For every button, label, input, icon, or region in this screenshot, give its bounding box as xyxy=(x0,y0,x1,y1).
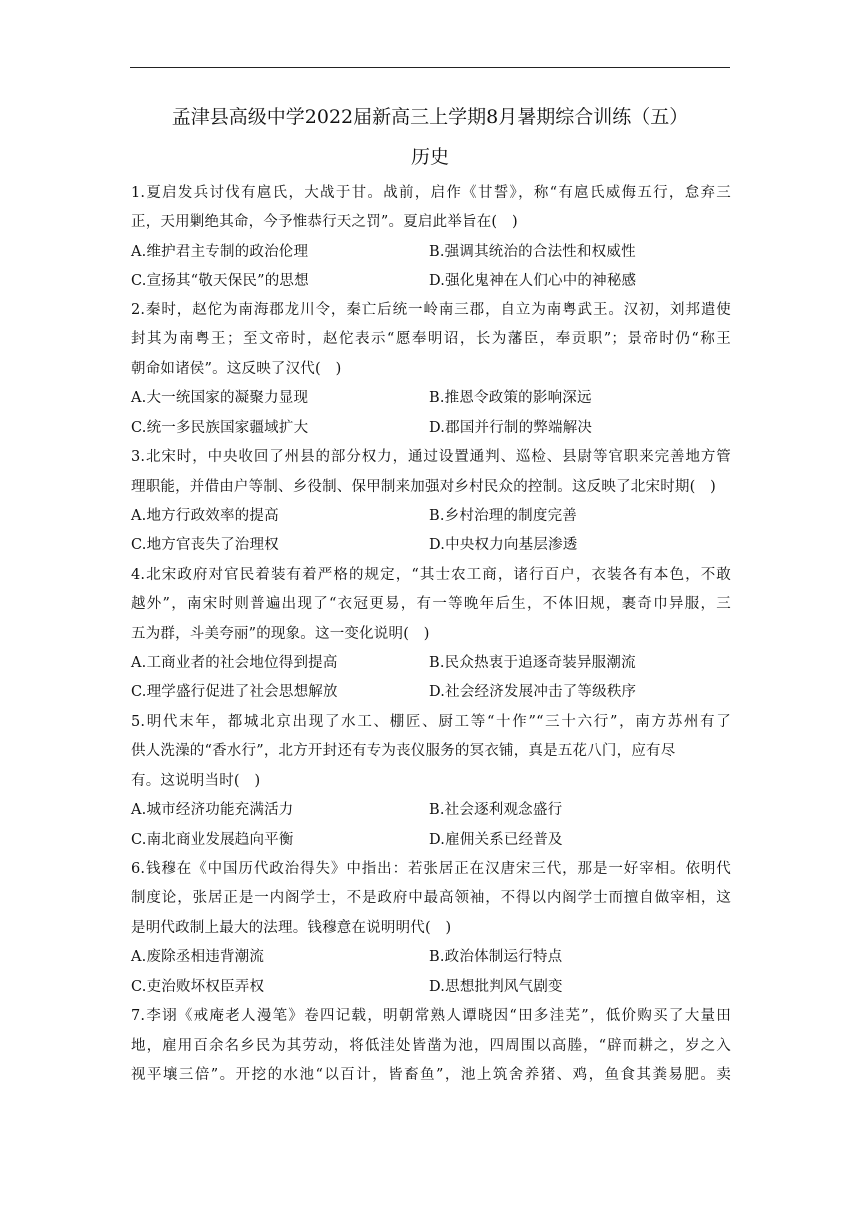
question-2-option-b: B.推恩令政策的影响深远 xyxy=(429,390,592,406)
question-3-option-c: C.地方官丧失了治理权 xyxy=(131,537,279,553)
question-4-text-line: 越外”，南宋时则普遍出现了“衣冠更易，有一等晚年后生，不体旧规，裹奇巾异服，三 xyxy=(131,596,731,612)
question-1-option-c: C.宣扬其“敬天保民”的思想 xyxy=(131,273,309,289)
question-4-option-c: C.理学盛行促进了社会思想解放 xyxy=(131,684,338,700)
question-5-text-line: 供人洗澡的“香水行”，北方开封还有专为丧仪服务的冥衣铺，真是五花八门，应有尽 xyxy=(131,743,676,759)
question-7-text-line: 7.李诩《戒庵老人漫笔》卷四记载，明朝常熟人谭晓因“田多洼芜”，低价购买了大量田 xyxy=(131,1008,731,1024)
question-1-text-line: 1.夏启发兵讨伐有扈氏，大战于甘。战前，启作《甘誓》，称“有扈氏威侮五行，怠弃三 xyxy=(131,185,731,201)
question-5-option-c: C.南北商业发展趋向平衡 xyxy=(131,832,294,848)
question-6-option-a: A.废除丞相违背潮流 xyxy=(131,949,265,965)
subject-title: 历史 xyxy=(410,146,449,168)
question-4-option-d: D.社会经济发展冲击了等级秩序 xyxy=(429,684,637,700)
question-7-text-line: 视平壤三倍”。开挖的水池“以百计，皆畜鱼”，池上筑舍养猪、鸡，鱼食其粪易肥。卖 xyxy=(131,1067,731,1083)
question-3-option-a: A.地方行政效率的提高 xyxy=(131,508,279,524)
question-3-text-line: 3.北宋时，中央收回了州县的部分权力，通过设置通判、巡检、县尉等官职来完善地方管 xyxy=(131,449,731,465)
question-1-option-d: D.强化鬼神在人们心中的神秘感 xyxy=(429,273,637,289)
question-7-text-line: 地，雇用百余名乡民为其劳动，将低洼处皆凿为池，四周围以高塍，“辟而耕之，岁之入 xyxy=(131,1038,731,1054)
page-title: 孟津县高级中学2022届新高三上学期8月暑期综合训练（五） xyxy=(171,106,689,128)
header-rule xyxy=(130,67,730,68)
question-2-text-line: 朝命如诸侯”。这反映了汉代( ) xyxy=(131,361,342,377)
question-4-option-b: B.民众热衷于追逐奇装异服潮流 xyxy=(429,655,636,671)
question-4-text-line: 五为群，斗美夸丽”的现象。这一变化说明( ) xyxy=(131,626,430,642)
question-4-option-a: A.工商业者的社会地位得到提高 xyxy=(131,655,338,671)
question-6-text-line: 制度论，张居正是一内阁学士，不是政府中最高领袖，不得以内阁学士而擅自做宰相，这 xyxy=(131,890,731,906)
question-6-option-d: D.思想批判风气剧变 xyxy=(429,979,563,995)
question-1-option-b: B.强调其统治的合法性和权威性 xyxy=(429,244,636,260)
question-5-text-line: 有。这说明当时( ) xyxy=(131,773,261,789)
question-5-text-line: 5.明代末年，都城北京出现了水工、棚匠、厨工等“十作”“三十六行”，南方苏州有了 xyxy=(131,714,731,730)
question-5-option-a: A.城市经济功能充满活力 xyxy=(131,802,294,818)
question-2-text-line: 封其为南粤王；至文帝时，赵佗表示“愿奉明诏，长为藩臣，奉贡职”；景帝时仍“称王 xyxy=(131,331,731,347)
question-1-option-a: A.维护君主专制的政治伦理 xyxy=(131,244,309,260)
question-6-option-c: C.吏治败坏权臣弄权 xyxy=(131,979,265,995)
question-3-text-line: 理职能，并借由户等制、乡役制、保甲制来加强对乡村民众的控制。这反映了北宋时期( ) xyxy=(131,479,717,495)
question-1-text-line: 正，天用剿绝其命，今予惟恭行天之罚”。夏启此举旨在( ) xyxy=(131,214,518,230)
question-3-option-b: B.乡村治理的制度完善 xyxy=(429,508,577,524)
question-2-option-c: C.统一多民族国家疆域扩大 xyxy=(131,420,309,436)
question-4-text-line: 4.北宋政府对官民着装有着严格的规定，“其士农工商，诸行百户，衣装各有本色，不敢 xyxy=(131,567,731,583)
question-5-option-b: B.社会逐利观念盛行 xyxy=(429,802,563,818)
question-6-option-b: B.政治体制运行特点 xyxy=(429,949,563,965)
question-2-option-d: D.郡国并行制的弊端解决 xyxy=(429,420,593,436)
question-5-option-d: D.雇佣关系已经普及 xyxy=(429,832,563,848)
question-6-text-line: 是明代政制上最大的法理。钱穆意在说明明代( ) xyxy=(131,920,452,936)
question-2-text-line: 2.秦时，赵佗为南海郡龙川令，秦亡后统一岭南三郡，自立为南粤武王。汉初，刘邦遣使 xyxy=(131,302,731,318)
question-6-text-line: 6.钱穆在《中国历代政治得失》中指出：若张居正在汉唐宋三代，那是一好宰相。依明代 xyxy=(131,861,731,877)
question-2-option-a: A.大一统国家的凝聚力显现 xyxy=(131,390,309,406)
question-3-option-d: D.中央权力向基层渗透 xyxy=(429,537,578,553)
